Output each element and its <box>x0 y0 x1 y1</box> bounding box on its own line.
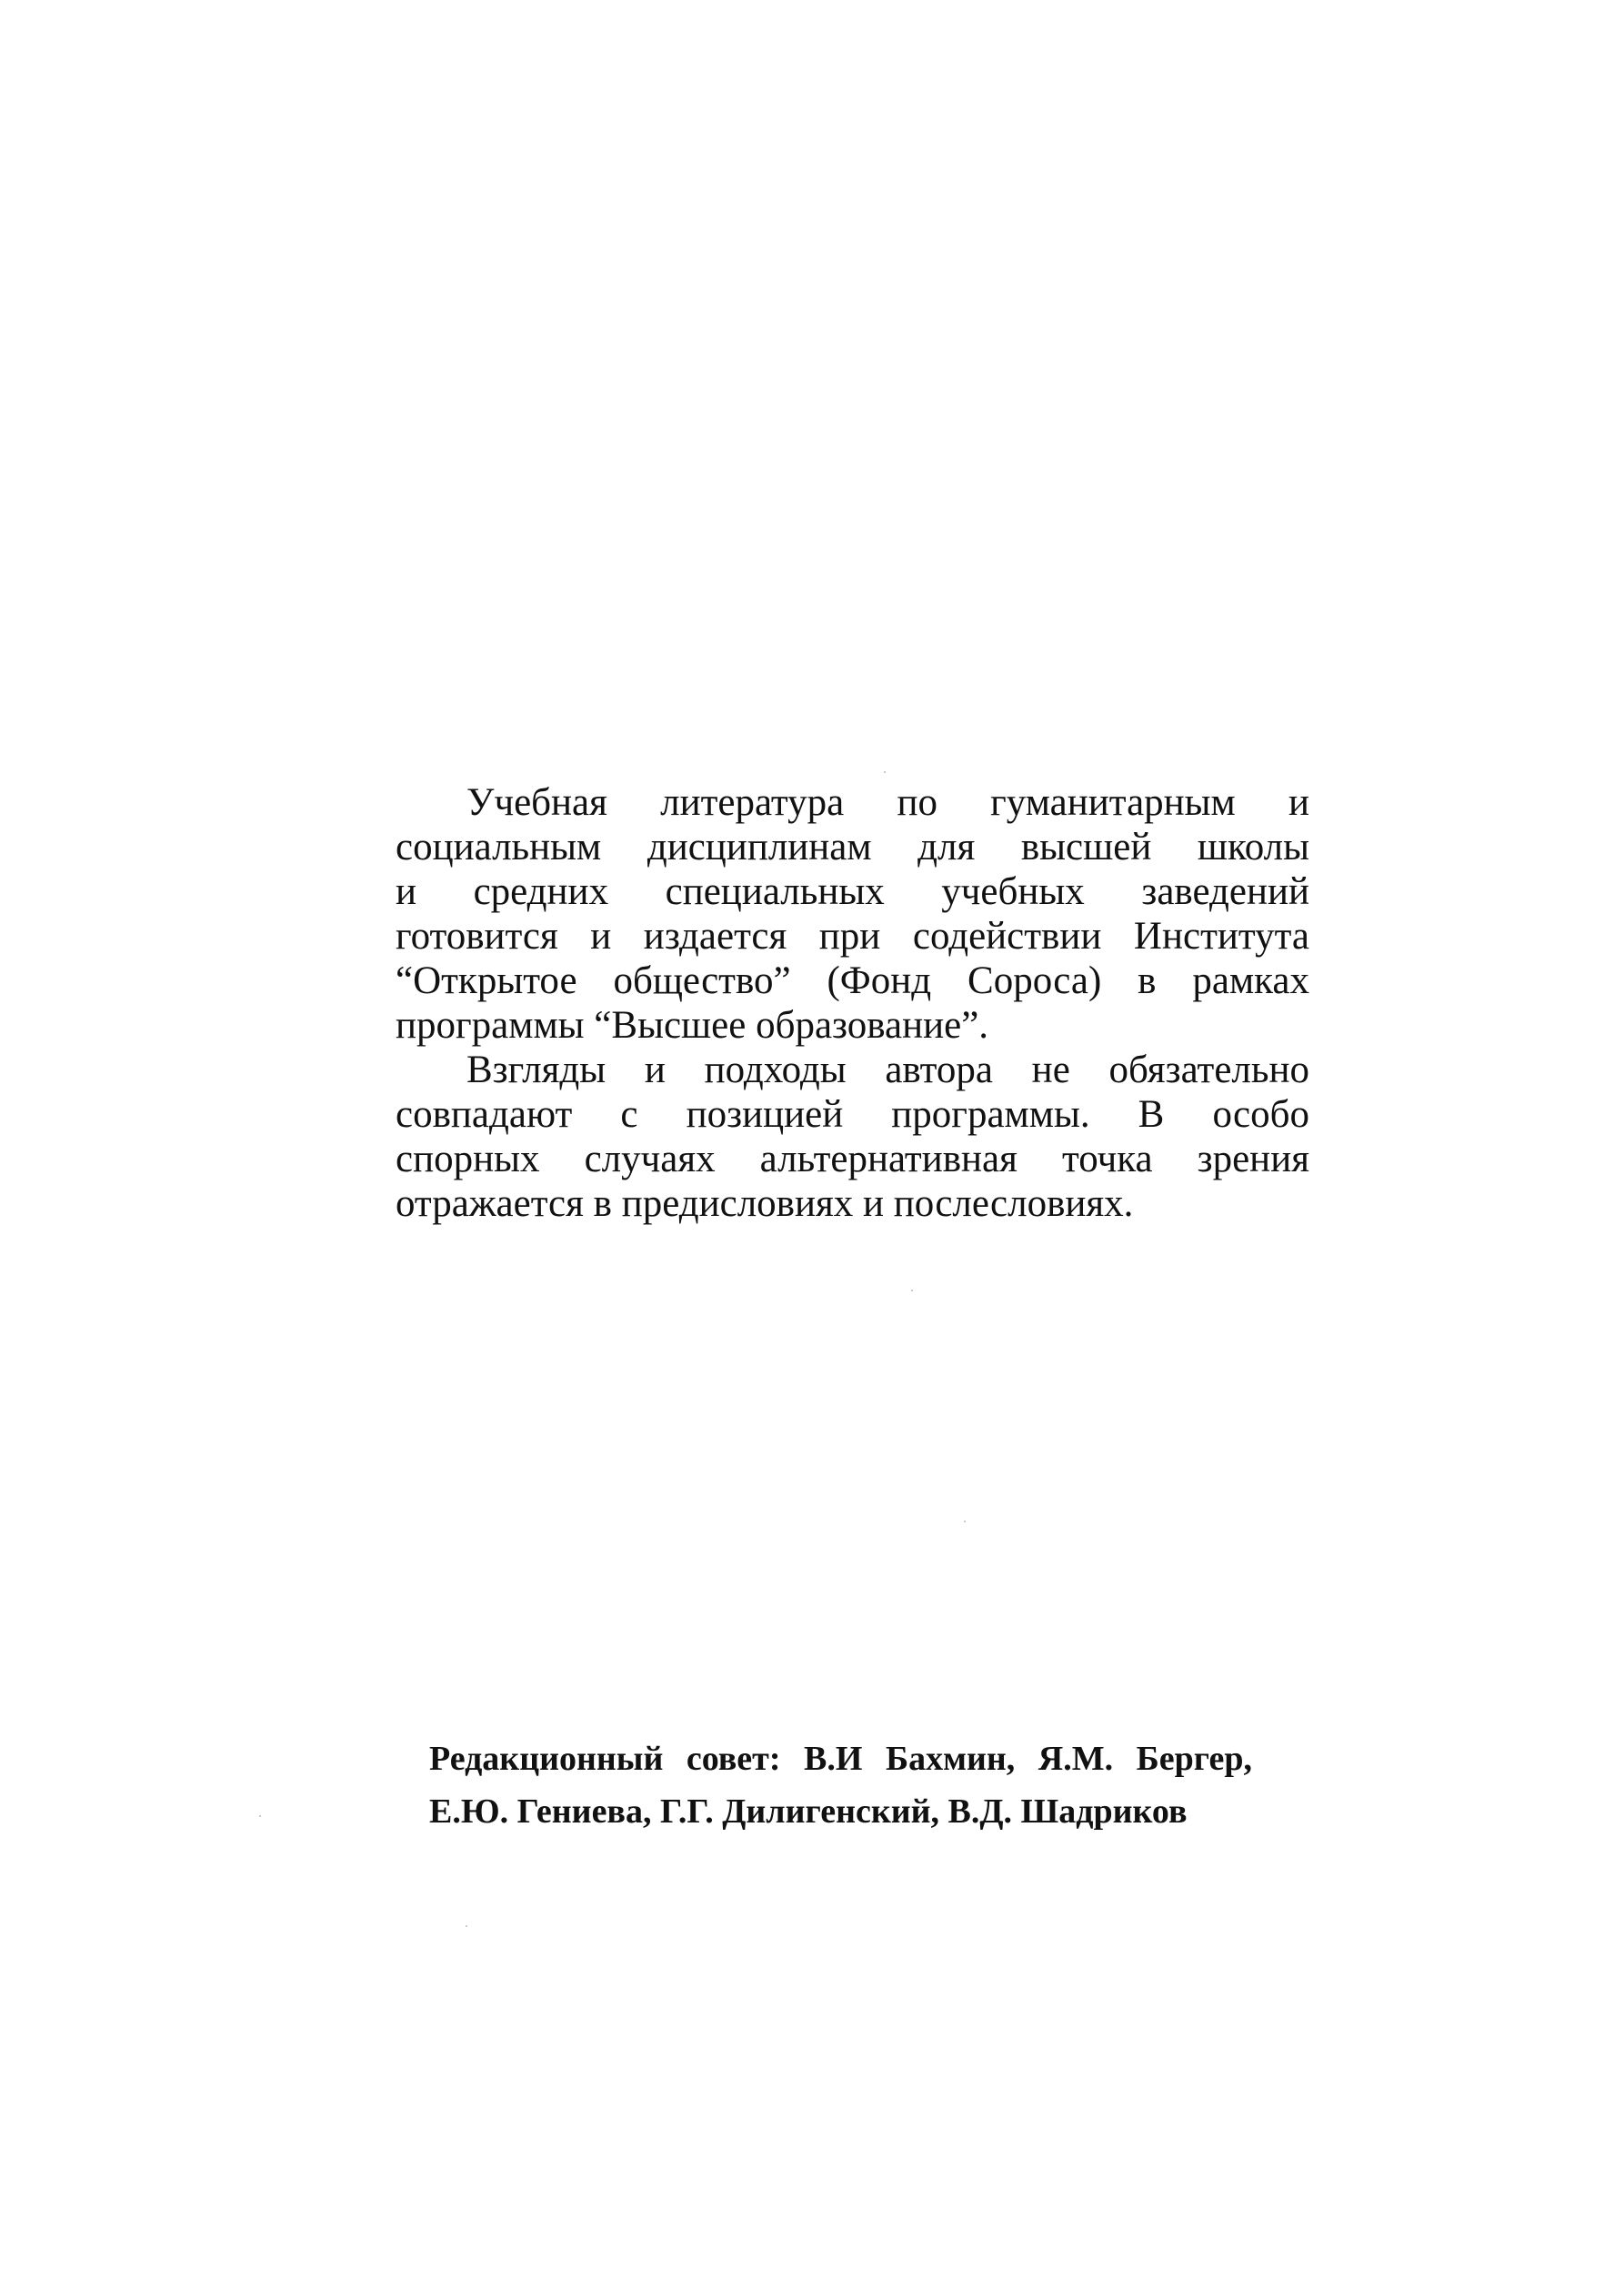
paragraph2-line-4: отражается в предисловиях и послесловиях. <box>396 1182 1134 1225</box>
editorial-board-line-1: Редакционный совет: В.И Бахмин, Я.М. Бергер, <box>429 1740 1252 1778</box>
paragraph2-line-1: Взгляды и подходы автора не обязательно <box>466 1049 1309 1091</box>
paragraph1-line-2: социальным дисциплинам для высшей школы <box>396 826 1309 868</box>
scan-speck <box>259 1815 261 1817</box>
publisher-note <box>396 780 1309 1226</box>
paragraph1-line-4: готовится и издается при содействии Института <box>396 915 1309 958</box>
paragraph1-line-6: программы “Высшее образование”. <box>396 1004 989 1047</box>
scan-speck <box>466 1925 467 1927</box>
paragraph1-line-1: Учебная литература по гуманитарным и <box>466 781 1309 824</box>
paragraph2-line-3: спорных случаях альтернативная точка зрения <box>396 1138 1309 1180</box>
paragraph2-line-2: совпадают с позицией программы. В особо <box>396 1093 1309 1136</box>
scan-speck <box>911 1290 913 1291</box>
paragraph1-line-5: “Открытое общество” (Фонд Сороса) в рамках <box>396 959 1309 1002</box>
paragraph1-line-3: и средних специальных учебных заведений <box>396 870 1309 913</box>
scan-speck <box>964 1521 966 1522</box>
editorial-board-line-2: Е.Ю. Гениева, Г.Г. Дилигенский, В.Д. Шадриков <box>429 1792 1188 1831</box>
editorial-board <box>429 1732 1284 1838</box>
scan-speck <box>884 771 886 773</box>
